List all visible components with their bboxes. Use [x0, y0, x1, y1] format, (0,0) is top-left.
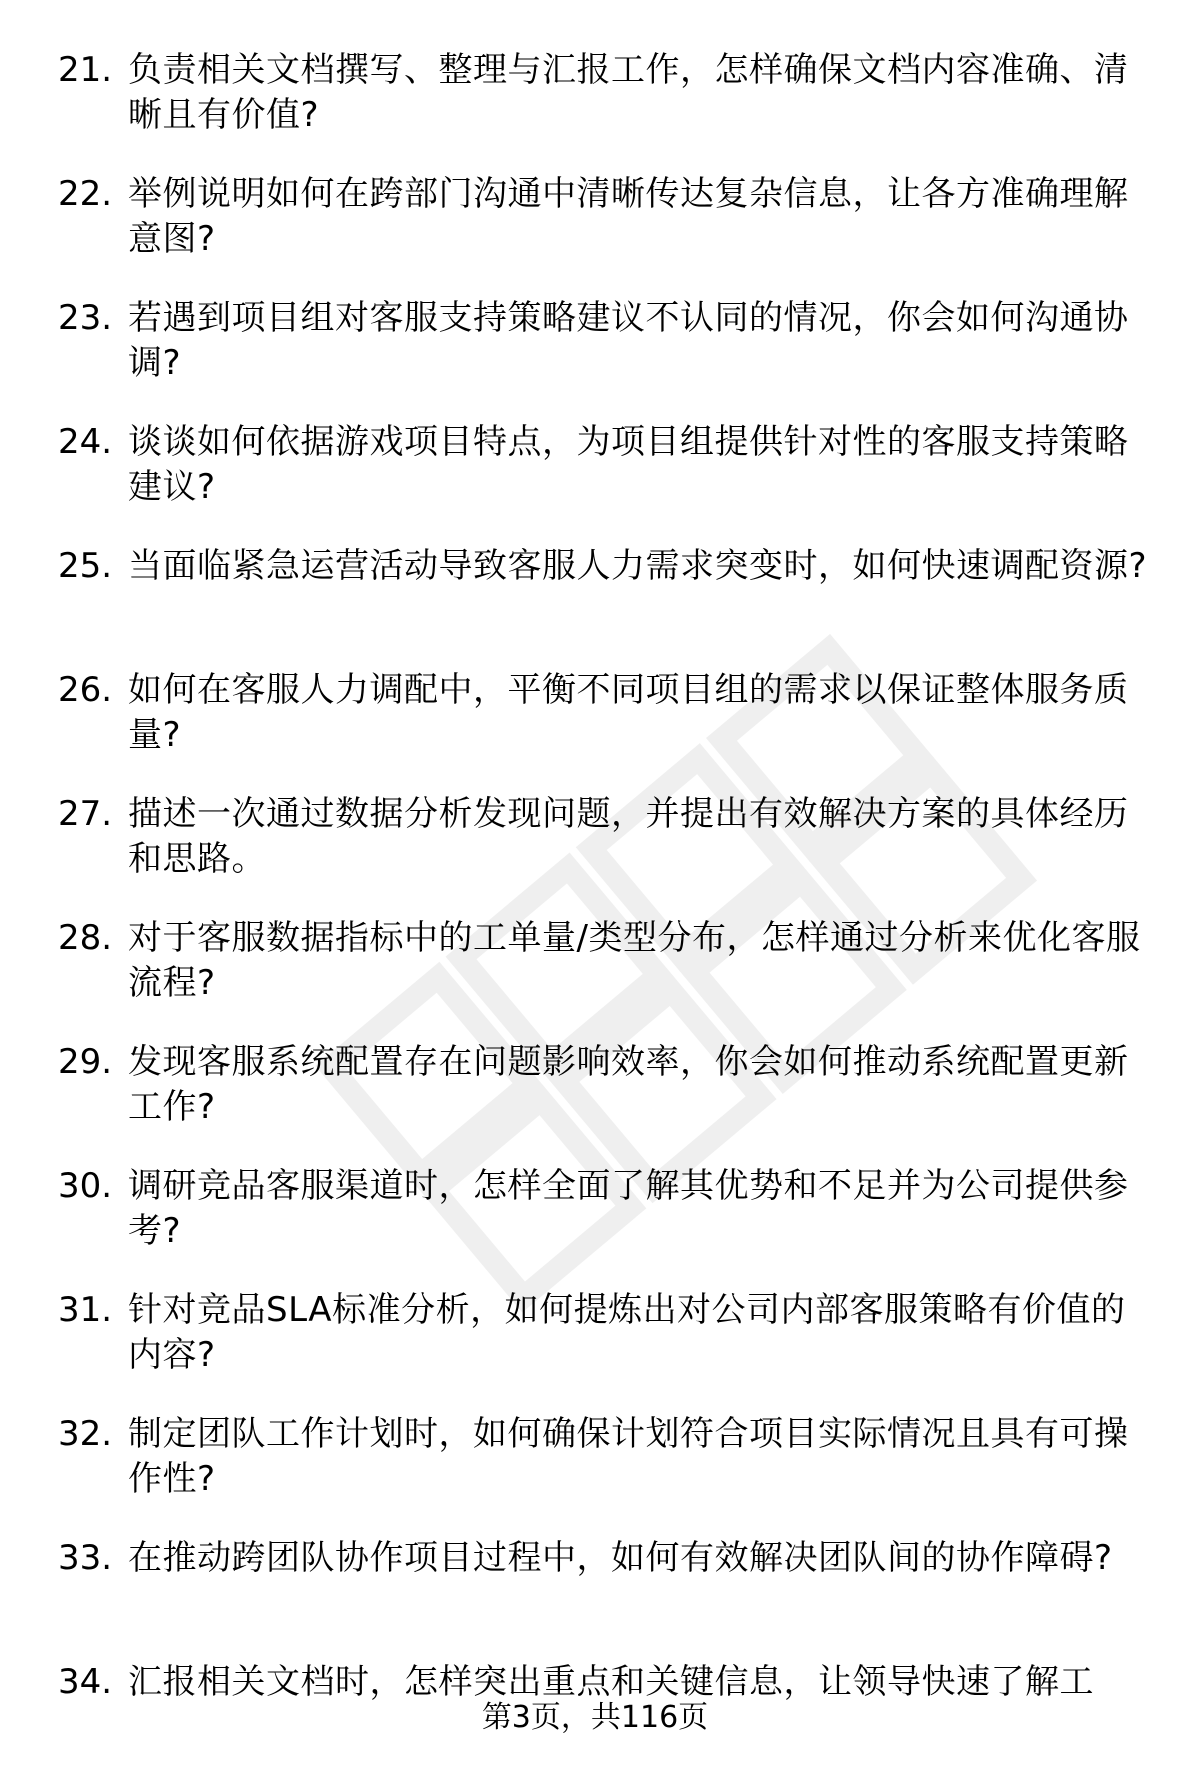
question-item: [58, 916, 1158, 1040]
question-number: 31.: [58, 1290, 113, 1330]
question-text: 举例说明如何在跨部门沟通中清晰传达复杂信息，让各方准确理解意图?: [128, 174, 1129, 259]
question-text: 针对竞品SLA标准分析，如何提炼出对公司内部客服策略有价值的内容?: [128, 1290, 1126, 1375]
page-footer: 第3页，共116页: [481, 1700, 709, 1735]
question-item: [58, 1412, 1158, 1536]
question-list: [58, 48, 1158, 1784]
question-text: 制定团队工作计划时，如何确保计划符合项目实际情况且具有可操作性?: [128, 1414, 1129, 1499]
question-item: [58, 544, 1158, 668]
question-number: 24.: [58, 422, 113, 462]
question-item: [58, 420, 1158, 544]
question-number: 22.: [58, 174, 113, 214]
question-item: [58, 668, 1158, 792]
question-number: 26.: [58, 670, 113, 710]
question-number: 30.: [58, 1166, 113, 1206]
question-item: [58, 792, 1158, 916]
question-text: 若遇到项目组对客服支持策略建议不认同的情况，你会如何沟通协调?: [128, 298, 1129, 383]
question-number: 27.: [58, 794, 113, 834]
question-text: 负责相关文档撰写、整理与汇报工作，怎样确保文档内容准确、清晰且有价值?: [128, 50, 1129, 135]
question-text: 汇报相关文档时，怎样突出重点和关键信息，让领导快速了解工: [128, 1662, 1094, 1702]
question-text: 谈谈如何依据游戏项目特点，为项目组提供针对性的客服支持策略建议?: [128, 422, 1129, 507]
question-number: 25.: [58, 546, 113, 586]
question-text: 在推动跨团队协作项目过程中，如何有效解决团队间的协作障碍?: [128, 1538, 1113, 1578]
question-text: 当面临紧急运营活动导致客服人力需求突变时，如何快速调配资源?: [128, 546, 1148, 586]
question-number: 33.: [58, 1538, 113, 1578]
question-text: 描述一次通过数据分析发现问题，并提出有效解决方案的具体经历和思路。: [128, 794, 1129, 879]
question-number: 23.: [58, 298, 113, 338]
question-text: 发现客服系统配置存在问题影响效率，你会如何推动系统配置更新工作?: [128, 1042, 1129, 1127]
question-number: 34.: [58, 1662, 113, 1702]
question-item: [58, 48, 1158, 172]
question-item: [58, 1536, 1158, 1660]
question-number: 21.: [58, 50, 113, 90]
question-item: [58, 1040, 1158, 1164]
question-text: 调研竞品客服渠道时，怎样全面了解其优势和不足并为公司提供参考?: [128, 1166, 1129, 1251]
question-item: [58, 296, 1158, 420]
question-item: [58, 1164, 1158, 1288]
question-number: 29.: [58, 1042, 113, 1082]
question-item: [58, 1288, 1158, 1412]
question-number: 28.: [58, 918, 113, 958]
question-text: 如何在客服人力调配中，平衡不同项目组的需求以保证整体服务质量?: [128, 670, 1129, 755]
question-text: 对于客服数据指标中的工单量/类型分布，怎样通过分析来优化客服流程?: [128, 918, 1141, 1003]
question-number: 32.: [58, 1414, 113, 1454]
question-item: [58, 172, 1158, 296]
